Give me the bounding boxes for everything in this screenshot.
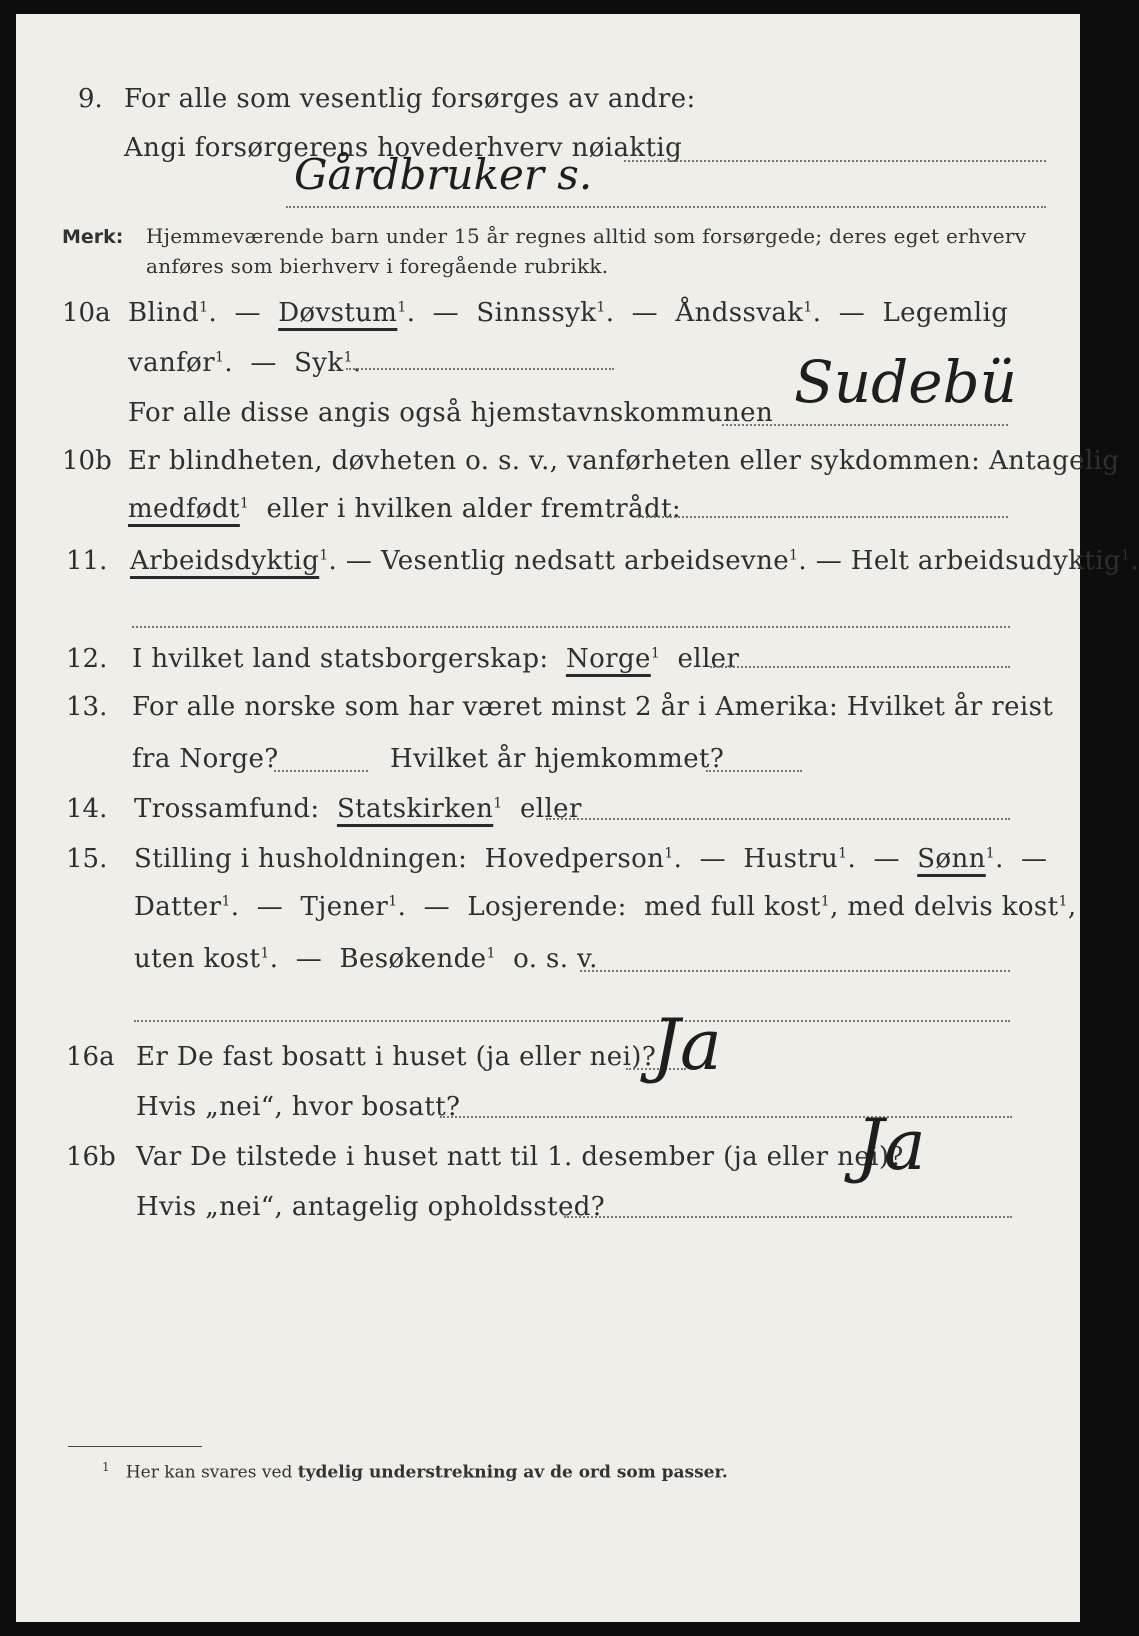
option-datter: Datter [134, 892, 222, 922]
q10b-answer-line [638, 516, 1008, 518]
q10a-number: 10a [62, 298, 111, 328]
merk-label: Merk: [62, 226, 124, 248]
q13-fra-norge: fra Norge? [132, 744, 279, 774]
q12-number: 12. [66, 644, 108, 674]
q16b-opholdssted-line [564, 1216, 1012, 1218]
q13-number: 13. [66, 692, 108, 722]
option-besokende: Besøkende [339, 944, 487, 974]
q11-number: 11. [66, 546, 108, 576]
option-delvis-kost: med delvis kost [847, 892, 1059, 922]
option-tjener: Tjener [300, 892, 389, 922]
option-norge: Norge [565, 644, 651, 674]
q15-line3: uten kost$^1$. — Besøkende$^1$ o. s. v. [134, 944, 598, 974]
q16a-number: 16a [66, 1042, 115, 1072]
q9-line2: Angi forsørgerens hovederhverv nøiaktig [124, 133, 683, 163]
footnote-rule [68, 1446, 202, 1447]
option-medfodt: medfødt [128, 494, 240, 524]
q9-line1: For alle som vesentlig forsørges av andre: [124, 84, 696, 114]
q10b-rest: eller i hvilken alder fremtrådt: [266, 494, 682, 524]
q10a-syk-line [346, 368, 614, 370]
option-dovstum: Døvstum [278, 298, 398, 328]
q15-answer-line-2 [134, 1020, 1010, 1022]
q12-answer-line [710, 666, 1010, 668]
q9-number: 9. [78, 84, 103, 114]
option-hovedperson: Hovedperson [484, 844, 665, 874]
footnote-bold: tydelig understrekning av de ord som passer. [297, 1462, 728, 1483]
option-full-kost: med full kost [644, 892, 821, 922]
option-statskirken: Statskirken [336, 794, 494, 824]
option-andssvak: Åndssvak [675, 298, 804, 328]
q12-eller: eller [677, 644, 740, 674]
q10a-line2: vanfør$^1$. — Syk$^1$. [128, 348, 362, 378]
q12-line: I hvilket land statsborgerskap: Norge$^1$ eller [132, 644, 740, 674]
option-hustru: Hustru [743, 844, 839, 874]
q14-number: 14. [66, 794, 108, 824]
option-helt-arbeidsudyktig: Helt arbeidsudyktig [850, 546, 1121, 576]
q13-line1: For alle norske som har været minst 2 år i Amerika: Hvilket år reist [132, 692, 1054, 722]
q16b-answer-handwriting: Ja [856, 1104, 926, 1186]
option-vesentlig-nedsatt: Vesentlig nedsatt arbeidsevne [380, 546, 790, 576]
q16a-bosatt-line [440, 1116, 1012, 1118]
q16a-answer-handwriting: Ja [652, 1004, 722, 1086]
option-legemlig: Legemlig [882, 298, 1009, 328]
q10b-line2: medfødt$^1$ eller i hvilken alder fremtrådt: [128, 494, 682, 524]
q15-line2: Datter$^1$. — Tjener$^1$. — Losjerende: med full kost$^1$, med delvis kost$^1$, [134, 892, 1077, 922]
q10b-line1: Er blindheten, døvheten o. s. v., vanførheten eller sykdommen: Antagelig [128, 446, 1120, 476]
q16b-line2: Hvis „nei“, antagelig opholdssted? [136, 1192, 606, 1222]
q12-text: I hvilket land statsborgerskap: [132, 644, 549, 674]
q10a-line3: For alle disse angis også hjemstavnskommunen [128, 398, 774, 428]
q10b-number: 10b [62, 446, 112, 476]
q9-answer-line-2 [286, 206, 1046, 208]
option-uten-kost: uten kost [134, 944, 261, 974]
q14-answer-line [546, 818, 1010, 820]
q15-osv: o. s. v. [513, 944, 598, 974]
census-form-page [16, 14, 1139, 1622]
option-blind: Blind [128, 298, 200, 328]
footnote: $^1$ Her kan svares ved tydelig understrekning av de ord som passer. [102, 1460, 728, 1483]
q14-eller: eller [519, 794, 582, 824]
option-arbeidsdyktig: Arbeidsdyktig [130, 546, 320, 576]
q16b-number: 16b [66, 1142, 116, 1172]
q13-hjemkommet: Hvilket år hjemkommet? [390, 744, 725, 774]
footnote-text: Her kan svares ved [125, 1462, 293, 1483]
q15-stilling: Stilling i husholdningen: [134, 844, 468, 874]
q15-number: 15. [66, 844, 108, 874]
q14-text: Trossamfund: [134, 794, 320, 824]
merk-line2: anføres som bierhverv i foregående rubrikk. [146, 254, 609, 278]
option-losjerende: Losjerende: [467, 892, 627, 922]
q10a-answer-line [722, 424, 1008, 426]
q11-line: Arbeidsdyktig$^1$. — Vesentlig nedsatt arbeidsevne$^1$. — Helt arbeidsudyktig$^1$. [130, 546, 1139, 576]
q15-line1: Stilling i husholdningen: Hovedperson$^1$. — Hustru$^1$. — Sønn$^1$. — [134, 844, 1048, 874]
q13-hjem-line [706, 770, 802, 772]
q9-answer-line [624, 160, 1046, 162]
q10a-answer-handwriting: Sudebü [794, 348, 1018, 416]
q16b-line1: Var De tilstede i huset natt til 1. desember (ja eller nei)? [136, 1142, 904, 1172]
q16a-line2: Hvis „nei“, hvor bosatt? [136, 1092, 461, 1122]
q14-line: Trossamfund: Statskirken$^1$ eller [134, 794, 582, 824]
q15-answer-line [580, 970, 1010, 972]
q9-answer-handwriting: Gårdbruker s. [294, 150, 593, 199]
option-syk: Syk [294, 348, 344, 378]
q16a-line1: Er De fast bosatt i huset (ja eller nei)? [136, 1042, 657, 1072]
q11-answer-line [132, 626, 1010, 628]
option-sinnssyk: Sinnssyk [476, 298, 597, 328]
q13-fra-line [274, 770, 368, 772]
option-vanfor: vanfør [128, 348, 216, 378]
q10a-line1: Blind$^1$. — Døvstum$^1$. — Sinnssyk$^1$. — Åndssvak$^1$. — Legemlig [128, 298, 1009, 328]
merk-line1: Hjemmeværende barn under 15 år regnes alltid som forsørgede; deres eget erhverv [146, 224, 1027, 248]
option-sonn: Sønn [917, 844, 986, 874]
